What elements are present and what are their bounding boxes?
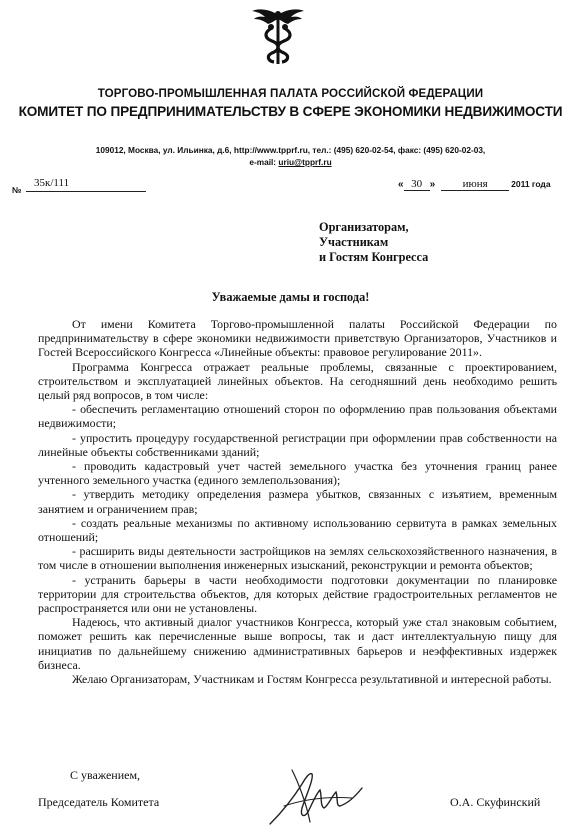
closing-regards: С уважением,	[70, 768, 141, 782]
email-link[interactable]: uriu@tpprf.ru	[278, 157, 332, 167]
list-item: - создать реальные механизмы по активному использованию сервитута в рамках земельных отношений;	[38, 515, 557, 545]
list-item: - упростить процедуру государственной регистрации при оформлении прав собственности на линейные объекты собственниками зданий;	[38, 430, 557, 459]
committee-name: КОМИТЕТ ПО ПРЕДПРИНИМАТЕЛЬСТВУ В СФЕРЕ ЭКОНОМИКИ НЕДВИЖИМОСТИ	[18, 104, 563, 119]
list-item: - устранить барьеры в части необходимости подготовки документации по планировке территории для строительства объектов, для которых действие градостроительных регламентов не распространяется или они не установлены.	[38, 572, 557, 616]
list-item: - утвердить методику определения размера убытков, связанных с изъятием, временным занятием и ограничением прав;	[38, 487, 557, 516]
addressee-block	[319, 220, 428, 265]
body-paragraph-3: Надеюсь, что активный диалог участников Конгресса, который уже стал знаковым событием, поможет решить как перечисленные выше вопросы, так и даст интеллектуальную пищу для инициатив по дальнейшему снижению административных барьеров и неэффективных издержек бизнеса.	[38, 615, 557, 672]
addressee-line-1: Организаторам,	[319, 220, 409, 234]
letter-date	[398, 178, 551, 191]
date-month: июня	[441, 178, 509, 191]
number-label: №	[12, 185, 22, 195]
list-item: - проводить кадастровый учет частей земельного участка без уточнения границ ранее учтенного земельного участка (единого землепользования);	[38, 459, 557, 488]
date-close-quote: »	[429, 179, 436, 190]
addressee-line-2: Участникам	[319, 235, 389, 249]
email-label: e-mail:	[249, 157, 279, 167]
date-open-quote: «	[398, 179, 404, 190]
salutation: Уважаемые дамы и господа!	[211, 290, 370, 304]
address-line: 109012, Москва, ул. Ильинка, д.6, http://www.tpprf.ru, тел.: (495) 620-02-54, факс: (495) 620-02-03,	[95, 145, 486, 155]
addressee-line-3: и Гостям Конгресса	[319, 250, 429, 264]
body-paragraph-4: Желаю Организаторам, Участникам и Гостям Конгресса результативной и интересной работы.	[72, 672, 552, 687]
email-line	[0, 157, 581, 167]
list-item: - обеспечить регламентацию отношений сторон по оформлению прав пользования объектами недвижимости;	[38, 402, 557, 431]
date-year: 2011 года	[511, 179, 551, 189]
body-paragraph-2: Программа Конгресса отражает реальные проблемы, связанные с проектированием, строительством и эксплуатацией линейных объектов. На сегодняшний день необходимо решить целый ряд вопросов, в том числе:	[38, 359, 557, 403]
signer-name: О.А. Скуфинский	[450, 795, 541, 809]
signer-title: Председатель Комитета	[38, 795, 160, 809]
outgoing-number: 35к/111	[26, 177, 146, 192]
body-paragraph-1: От имени Комитета Торгово-промышленной палаты Российской Федерации по предпринимательству в сфере экономики недвижимости приветствую Организаторов, Участников и Гостей Всероссийского Конгресса «Линейные объекты: правовое регулирование 2011».	[38, 317, 557, 360]
letter-body	[38, 316, 557, 686]
org-name: ТОРГОВО-ПРОМЫШЛЕННАЯ ПАЛАТА РОССИЙСКОЙ ФЕДЕРАЦИИ	[97, 87, 484, 100]
mercury-caduceus-emblem-icon	[248, 6, 308, 68]
date-day: 30	[404, 178, 430, 191]
handwritten-signature-icon	[262, 762, 367, 832]
list-item: - расширить виды деятельности застройщиков на землях сельскохозяйственного назначения, в том числе в отношении выполнения инженерных изысканий, реконструкции и ремонта объектов;	[38, 544, 557, 573]
